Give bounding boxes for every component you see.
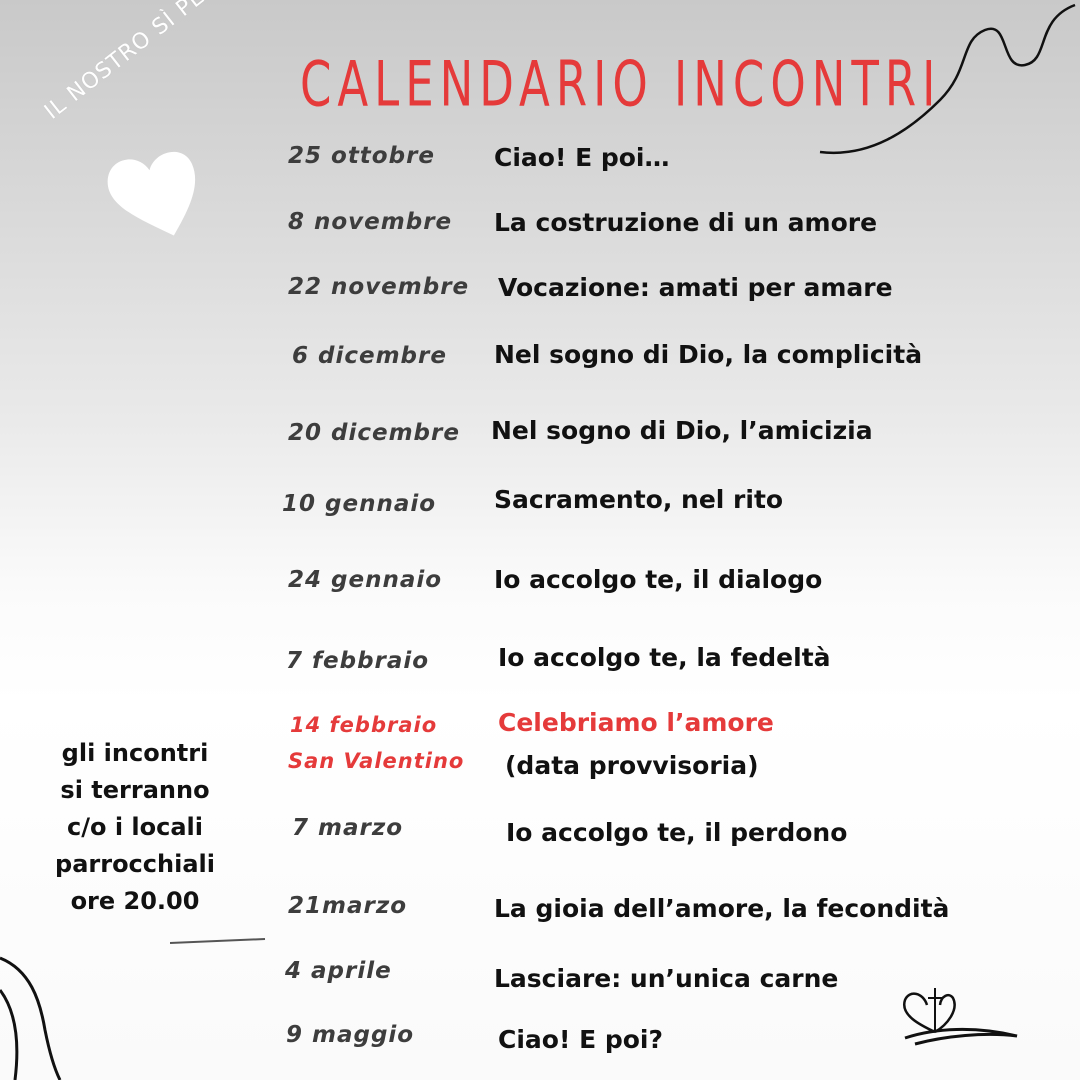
date-12: 4 aprile	[285, 958, 392, 984]
date-8: 7 febbraio	[286, 648, 430, 674]
topic-3: Vocazione: amati per amare	[498, 273, 893, 302]
date-3: 22 novembre	[288, 274, 470, 300]
topic-5: Nel sogno di Dio, l’amicizia	[491, 416, 873, 445]
topic-13: Ciao! E poi?	[498, 1025, 663, 1054]
page-title: CALENDARIO INCONTRI	[300, 48, 942, 121]
date-6: 10 gennaio	[282, 491, 437, 517]
cross-heart-logo-icon	[895, 980, 1025, 1050]
date-1: 25 ottobre	[288, 143, 436, 169]
topic-6: Sacramento, nel rito	[494, 485, 784, 514]
date-5: 20 dicembre	[288, 420, 460, 446]
topic-9: Celebriamo l’amore	[498, 708, 774, 737]
topic-4: Nel sogno di Dio, la complicità	[494, 340, 923, 369]
date-11: 21marzo	[288, 893, 408, 919]
topic-7: Io accolgo te, il dialogo	[494, 565, 823, 594]
date-2: 8 novembre	[288, 209, 453, 235]
decorative-line	[170, 935, 270, 947]
heart-icon	[98, 140, 208, 250]
date-10: 7 marzo	[292, 815, 404, 841]
topic-10: Io accolgo te, il perdono	[506, 818, 848, 847]
topic-12: Lasciare: un’unica carne	[494, 964, 839, 993]
date-9-sub: San Valentino	[288, 749, 465, 773]
date-13: 9 maggio	[286, 1022, 415, 1048]
meeting-note	[40, 735, 230, 920]
date-9: 14 febbraio	[290, 713, 438, 737]
note-line-1: gli incontri	[61, 739, 209, 767]
topic-9-sub: (data provvisoria)	[505, 751, 759, 780]
decorative-squiggle-bottom	[0, 950, 80, 1080]
note-line-4: parrocchiali	[55, 850, 215, 878]
topic-1: Ciao! E poi…	[494, 143, 670, 172]
topic-2: La costruzione di un amore	[494, 208, 878, 237]
note-line-3: c/o i locali	[66, 813, 203, 841]
topic-8: Io accolgo te, la fedeltà	[498, 643, 831, 672]
topic-11: La gioia dell’amore, la fecondità	[494, 894, 950, 923]
note-line-2: si terranno	[60, 776, 210, 804]
date-7: 24 gennaio	[288, 567, 443, 593]
date-4: 6 dicembre	[292, 343, 447, 369]
note-line-5: ore 20.00	[70, 887, 200, 915]
